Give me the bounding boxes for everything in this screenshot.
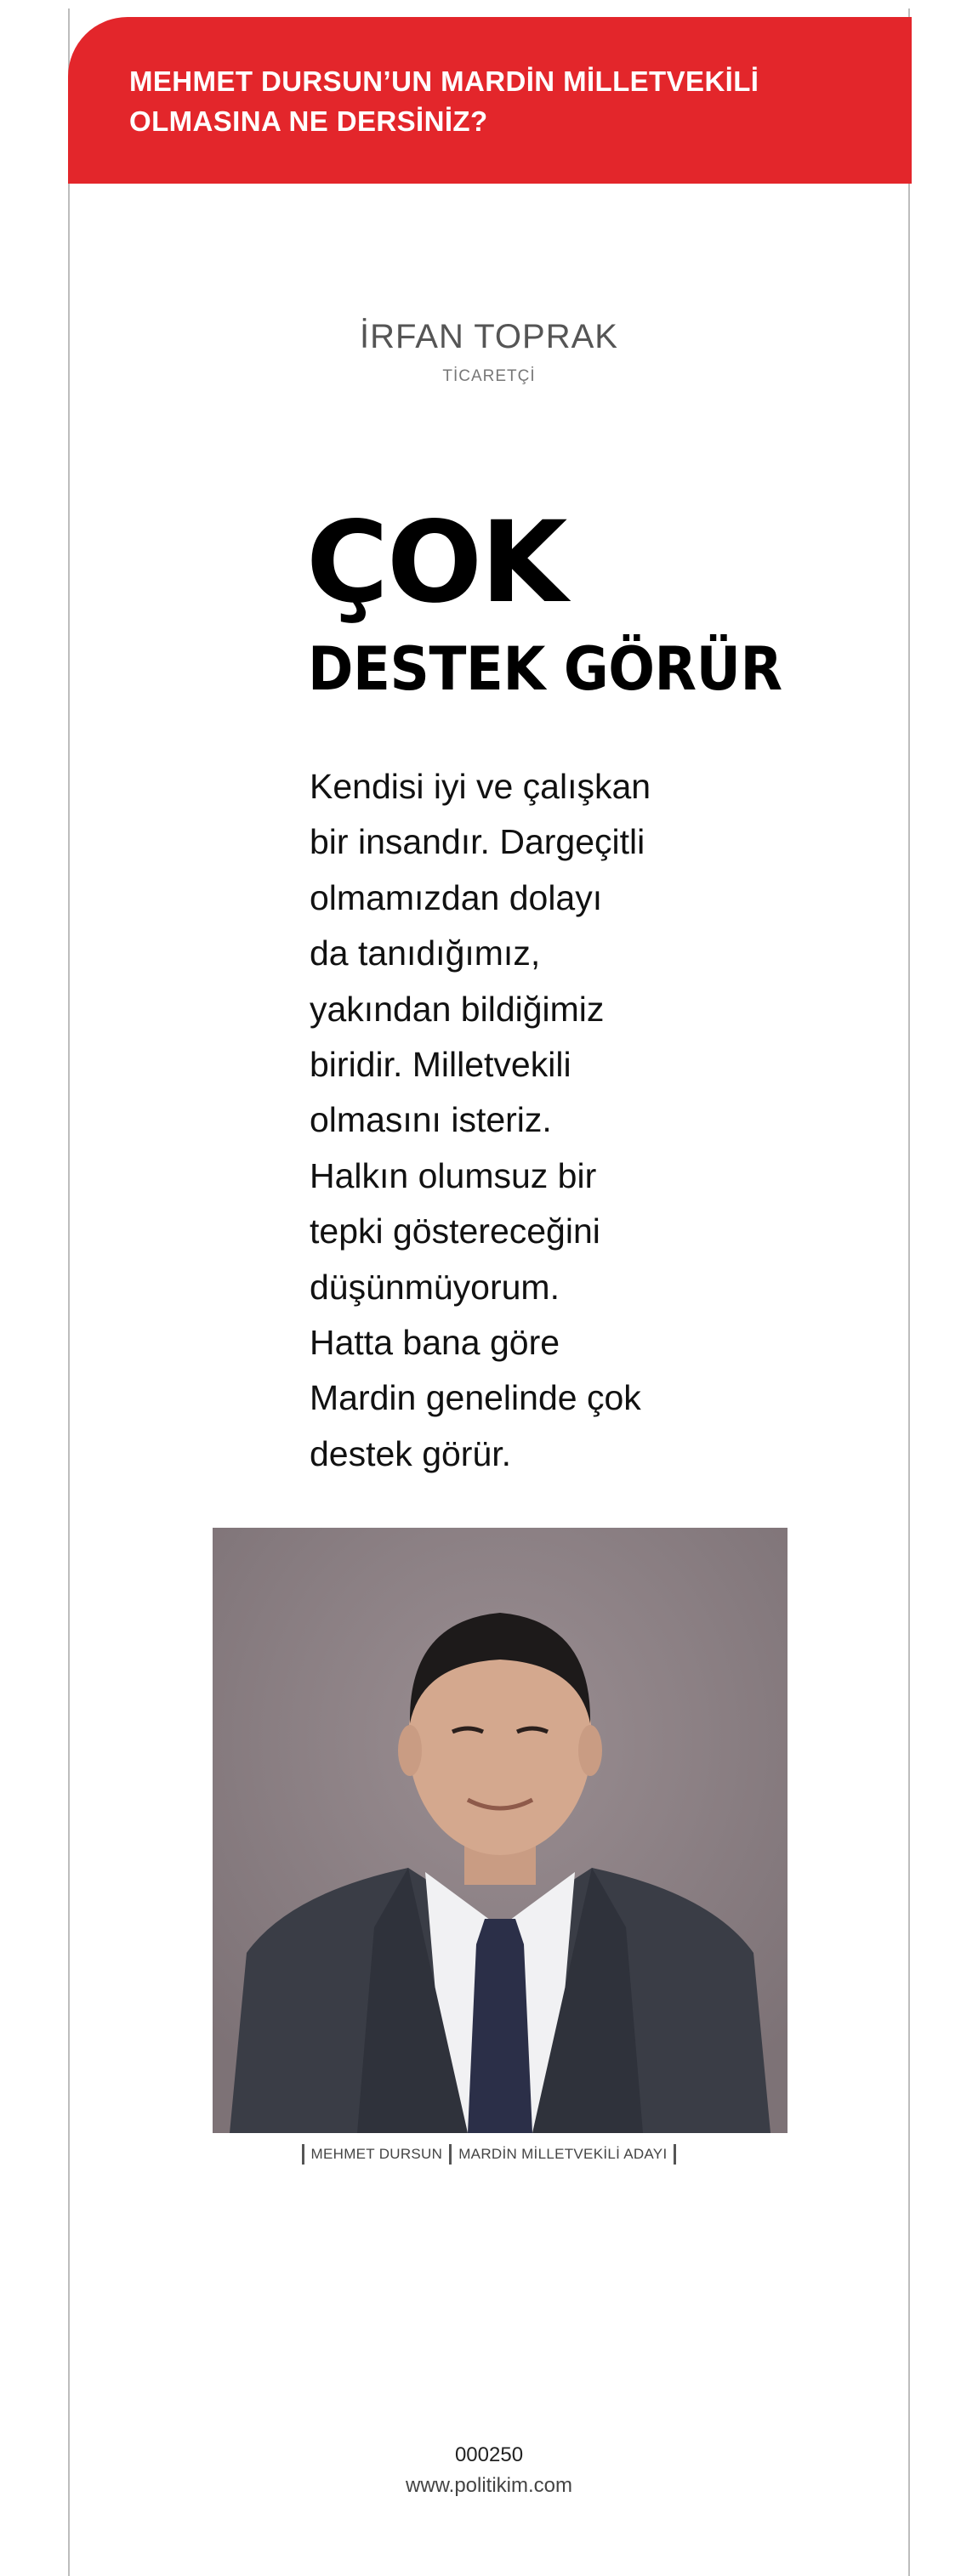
caption-divider	[302, 2144, 304, 2165]
body-line: düşünmüyorum.	[310, 1267, 560, 1307]
body-line: bir insandır. Dargeçitli	[310, 822, 645, 862]
caption-name: MEHMET DURSUN	[310, 2146, 443, 2162]
footer-code: 000250	[454, 2443, 524, 2466]
header-banner	[68, 17, 912, 184]
caption-divider	[449, 2144, 452, 2165]
header-title: MEHMET DURSUN’UN MARDİN MİLLETVEKİLİ OLMASINA NE DERSİNİZ?	[129, 65, 759, 137]
body-line: destek görür.	[310, 1433, 512, 1473]
body-line: Halkın olumsuz bir	[310, 1155, 597, 1195]
portrait-illustration	[213, 1528, 788, 2133]
body-line: biridir. Milletvekili	[310, 1045, 571, 1085]
body-line: tepki göstereceğini	[310, 1211, 600, 1251]
body-line: Mardin genelinde çok	[310, 1378, 641, 1418]
author-name: İRFAN TOPRAK	[360, 318, 618, 355]
candidate-photo	[213, 1528, 788, 2133]
headline-main: ÇOK	[306, 497, 566, 628]
body-line: olmamızdan dolayı	[310, 877, 603, 917]
caption-title: MARDİN MİLLETVEKİLİ ADAYI	[458, 2146, 668, 2162]
body-line: olmasını isteriz.	[310, 1100, 552, 1140]
author-role: TİCARETÇİ	[442, 367, 536, 385]
body-line: yakından bildiğimiz	[310, 989, 605, 1029]
caption-divider	[674, 2144, 676, 2165]
body-line: Hatta bana göre	[310, 1323, 560, 1363]
body-line: da tanıdığımız,	[310, 933, 541, 973]
photo-caption	[0, 2144, 978, 2165]
body-line: Kendisi iyi ve çalışkan	[310, 767, 651, 806]
footer-url: www.politikim.com	[405, 2474, 573, 2497]
body-text	[310, 759, 651, 1482]
headline-sub: DESTEK GÖRÜR	[308, 634, 782, 704]
